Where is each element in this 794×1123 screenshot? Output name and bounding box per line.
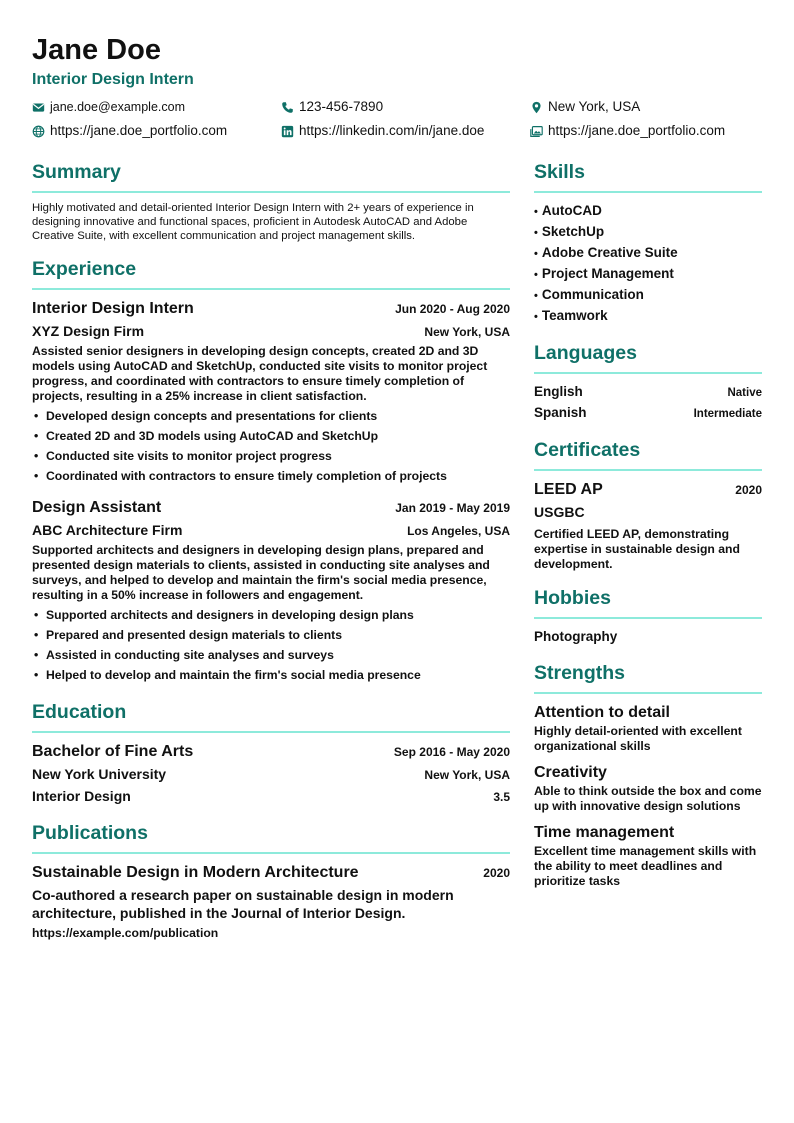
job-company: ABC Architecture Firm: [32, 522, 183, 538]
publication-summary: Co-authored a research paper on sustainable design in modern architecture, published in the Journal of Interior Design.: [32, 887, 454, 921]
skills-list: [534, 201, 762, 327]
education-score: 3.5: [493, 790, 510, 804]
languages-section: [534, 341, 762, 424]
portfolio-icon: [530, 125, 543, 138]
job-company: XYZ Design Firm: [32, 323, 145, 339]
website-text: https://jane.doe_portfolio.com: [50, 123, 228, 138]
resume-body: [32, 160, 762, 956]
phone-icon: [281, 101, 294, 114]
job-date: Jan 2019 - May 2019: [395, 501, 510, 515]
hobby-item: Photography: [534, 629, 618, 644]
summary-heading: Summary: [32, 160, 510, 193]
languages-heading: Languages: [534, 341, 762, 374]
candidate-name: Jane Doe: [32, 34, 161, 66]
job-summary: Supported architects and designers in developing design plans, prepared and presented design materials to clients, assisted in conducting site analyses and surveys, and helped to develop and maintain the firm's social media presence, resulting in a 50% increase in followers and engagement.: [32, 543, 490, 602]
contact-info: [32, 98, 762, 140]
job-date: Jun 2020 - Aug 2020: [395, 302, 510, 316]
contact-location: [530, 98, 762, 116]
job-bullets: [32, 606, 510, 686]
strength-item: [534, 822, 762, 889]
globe-icon: [32, 125, 45, 138]
experience-section: [32, 257, 510, 686]
summary-section: [32, 160, 510, 243]
resume-page: [32, 32, 762, 956]
hobbies-section: [534, 586, 762, 647]
contact-portfolio[interactable]: [530, 122, 762, 140]
skills-heading: Skills: [534, 160, 762, 193]
publications-heading: Publications: [32, 821, 510, 854]
education-date: Sep 2016 - May 2020: [393, 745, 510, 759]
job-summary: Assisted senior designers in developing design concepts, created 2D and 3D models using AutoCAD and SketchUp, conducted site visits to monitor project progress, and coordinated with contractors to ensure timely completion of projects, resulting in a 25% increase in client satisfaction.: [32, 344, 488, 403]
job-bullet: • Supported architects and designers in developing design plans: [32, 606, 510, 626]
skill-item: • AutoCAD: [534, 203, 602, 218]
skill-item: • Communication: [534, 287, 644, 302]
strength-item: [534, 762, 762, 814]
job-position: Interior Design Intern: [32, 300, 194, 317]
side-column: [534, 160, 762, 956]
experience-item: [32, 298, 510, 487]
strength-description: Excellent time management skills with the ability to meet deadlines and prioritize tasks: [534, 844, 757, 888]
skill-item: • SketchUp: [534, 224, 605, 239]
portfolio-text: https://jane.doe_portfolio.com: [548, 123, 726, 138]
certificate-summary: Certified LEED AP, demonstrating expertise in sustainable design and development.: [534, 527, 740, 571]
certificate-name: LEED AP: [534, 481, 603, 498]
strength-description: Highly detail-oriented with excellent organizational skills: [534, 724, 742, 753]
language-item: [534, 403, 762, 424]
email-icon: [32, 101, 45, 114]
contact-phone[interactable]: [281, 98, 530, 116]
job-bullet: • Assisted in conducting site analyses and surveys: [32, 646, 510, 666]
strength-name: Attention to detail: [534, 704, 670, 721]
publication-date: 2020: [483, 866, 510, 880]
job-bullet: • Created 2D and 3D models using AutoCAD and SketchUp: [32, 427, 510, 447]
skills-section: [534, 160, 762, 327]
experience-heading: Experience: [32, 257, 510, 290]
skill-item: • Teamwork: [534, 308, 608, 323]
publication-link[interactable]: https://example.com/publication: [32, 926, 219, 940]
linkedin-text: https://linkedin.com/in/jane.doe: [299, 123, 485, 138]
certificate-date: 2020: [735, 483, 762, 497]
location-pin-icon: [530, 101, 543, 114]
job-bullet: • Conducted site visits to monitor project progress: [32, 447, 510, 467]
education-section: [32, 700, 510, 807]
location-text: New York, USA: [548, 99, 641, 114]
experience-item: [32, 497, 510, 686]
education-area: Interior Design: [32, 788, 131, 804]
contact-website[interactable]: [32, 122, 281, 140]
education-location: New York, USA: [424, 768, 510, 782]
language-level: Native: [727, 387, 762, 399]
job-location: New York, USA: [424, 325, 510, 339]
job-bullet: • Prepared and presented design materials to clients: [32, 626, 510, 646]
linkedin-icon: [281, 125, 294, 138]
skill-item: • Project Management: [534, 266, 674, 281]
language-level: Intermediate: [693, 408, 762, 420]
job-bullet: • Coordinated with contractors to ensure timely completion of projects: [32, 467, 510, 487]
job-bullet: • Developed design concepts and presentations for clients: [32, 407, 510, 427]
strength-name: Creativity: [534, 764, 607, 781]
hobbies-heading: Hobbies: [534, 586, 762, 619]
job-location: Los Angeles, USA: [407, 524, 510, 538]
email-text: jane.doe@example.com: [50, 100, 185, 114]
contact-email[interactable]: [32, 98, 281, 116]
main-column: [32, 160, 510, 956]
strength-name: Time management: [534, 824, 675, 841]
publications-section: [32, 821, 510, 942]
resume-header: [32, 32, 762, 140]
phone-text: 123-456-7890: [299, 99, 384, 114]
education-institution: New York University: [32, 766, 167, 782]
summary-text: Highly motivated and detail-oriented Interior Design Intern with 2+ years of experience in designing innovative and functional spaces, proficient in Autodesk AutoCAD and Adobe Creative Suite, with excellent communication and project management skills.: [32, 202, 474, 242]
strengths-heading: Strengths: [534, 661, 762, 694]
strength-item: [534, 702, 762, 754]
contact-linkedin[interactable]: [281, 122, 530, 140]
certificates-heading: Certificates: [534, 438, 762, 471]
candidate-headline: Interior Design Intern: [32, 71, 194, 88]
job-bullets: [32, 407, 510, 487]
education-heading: Education: [32, 700, 510, 733]
language-item: [534, 382, 762, 403]
job-position: Design Assistant: [32, 499, 162, 516]
publication-title: Sustainable Design in Modern Architecture: [32, 864, 359, 881]
strength-description: Able to think outside the box and come up with innovative design solutions: [534, 784, 762, 813]
job-bullet: • Helped to develop and maintain the firm's social media presence: [32, 666, 510, 686]
certificate-issuer: USGBC: [534, 504, 585, 520]
language-name: Spanish: [534, 405, 587, 420]
strengths-section: [534, 661, 762, 889]
language-name: English: [534, 384, 583, 399]
education-degree: Bachelor of Fine Arts: [32, 743, 194, 760]
certificates-section: [534, 438, 762, 572]
skill-item: • Adobe Creative Suite: [534, 245, 678, 260]
